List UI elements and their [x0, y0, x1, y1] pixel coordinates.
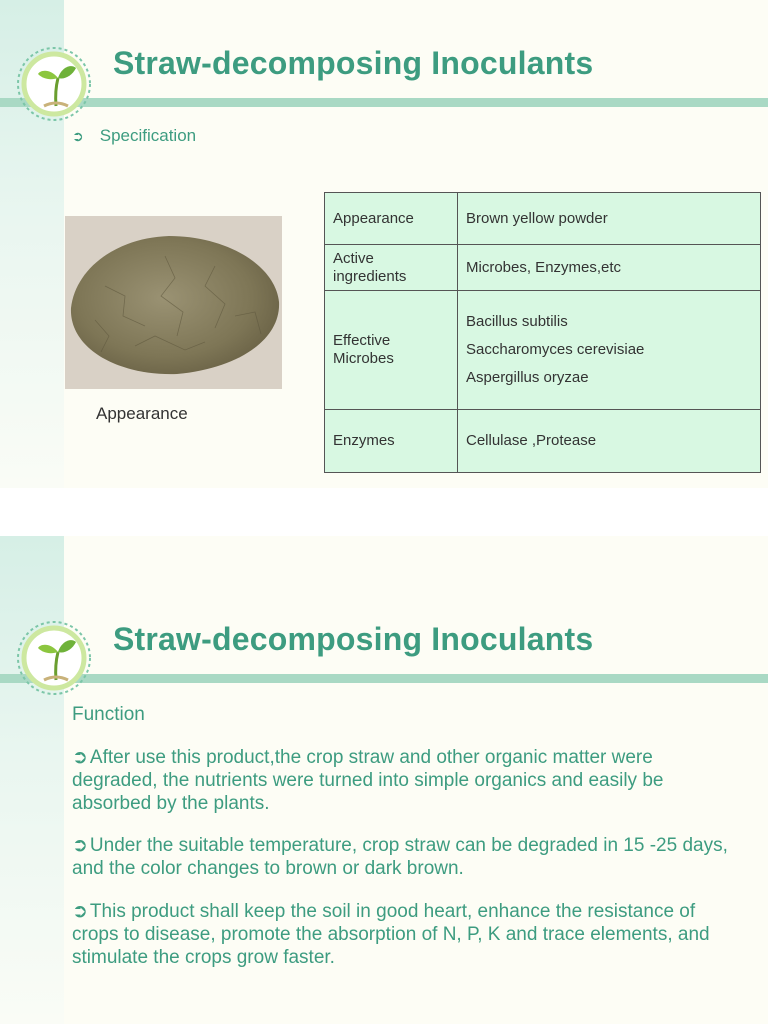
specification-bullet	[72, 126, 196, 146]
arrow-bullet-icon: ➲	[72, 747, 88, 768]
function-paragraph	[72, 900, 742, 969]
specification-table	[324, 192, 761, 473]
arrow-bullet-icon: ➲	[72, 127, 84, 144]
title-rule	[0, 674, 768, 683]
seedling-logo-icon	[14, 618, 94, 698]
paragraph-text: After use this product,the crop straw and other organic matter were degraded, the nutrients were turned into simple organics and easily be absorbed by the plants.	[72, 747, 664, 814]
table-value: Cellulase ,Protease	[458, 410, 761, 473]
slide-title: Straw-decomposing Inoculants	[113, 621, 594, 657]
table-value-list	[458, 291, 761, 410]
table-key: Appearance	[325, 193, 458, 245]
table-key: Active ingredients	[325, 245, 458, 291]
seedling-logo-icon	[14, 44, 94, 124]
function-heading: Function	[72, 704, 145, 725]
arrow-bullet-icon: ➲	[72, 901, 88, 922]
table-row	[325, 410, 761, 473]
section-label: Specification	[99, 126, 197, 145]
table-key: Enzymes	[325, 410, 458, 473]
table-key: Effective Microbes	[325, 291, 458, 410]
slide-function	[0, 536, 768, 1024]
table-row	[325, 245, 761, 291]
powder-sample-image	[65, 216, 282, 389]
slide-title: Straw-decomposing Inoculants	[113, 45, 594, 81]
function-paragraph	[72, 834, 742, 880]
table-row	[325, 291, 761, 410]
image-caption: Appearance	[96, 404, 188, 423]
function-paragraph	[72, 746, 742, 815]
arrow-bullet-icon: ➲	[72, 835, 88, 856]
slide-specification	[0, 0, 768, 488]
title-rule	[0, 98, 768, 107]
microbe-item: Bacillus subtilis	[466, 313, 568, 330]
paragraph-text: This product shall keep the soil in good heart, enhance the resistance of crops to disease, promote the absorption of N, P, K and trace elements, and stimulate the crops grow faster.	[72, 901, 710, 968]
table-value: Brown yellow powder	[458, 193, 761, 245]
paragraph-text: Under the suitable temperature, crop straw can be degraded in 15 -25 days, and the color changes to brown or dark brown.	[72, 835, 728, 879]
left-decor-strip	[0, 536, 64, 1024]
microbe-item: Saccharomyces cerevisiae	[466, 341, 645, 358]
table-row	[325, 193, 761, 245]
microbe-item: Aspergillus oryzae	[466, 369, 589, 386]
table-value: Microbes, Enzymes,etc	[458, 245, 761, 291]
